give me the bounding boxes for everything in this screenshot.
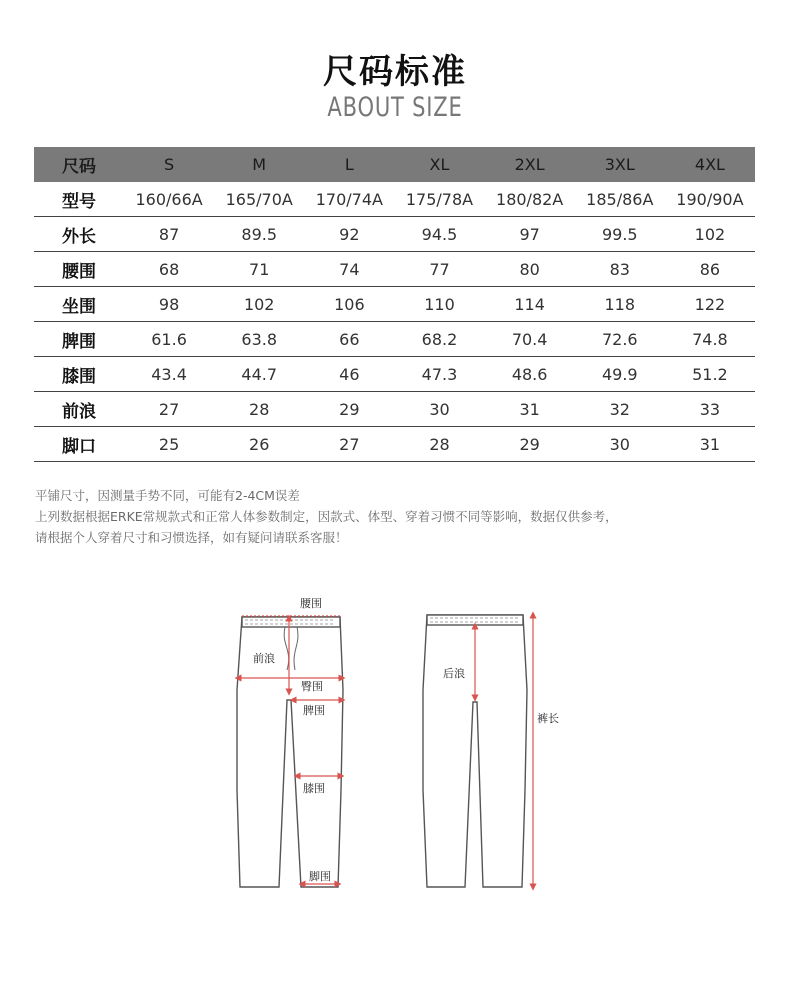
table-cell: 27 bbox=[124, 392, 214, 427]
note-line: 上列数据根据ERKE常规款式和正常人体参数制定，因款式、体型、穿着习惯不同等影响，数据仅供参考， bbox=[35, 509, 618, 524]
label-length: 裤长 bbox=[537, 712, 559, 725]
size-notes bbox=[35, 485, 618, 548]
table-row bbox=[34, 322, 755, 357]
table-row bbox=[34, 392, 755, 427]
table-cell: 77 bbox=[394, 252, 484, 287]
label-back-rise: 后浪 bbox=[443, 667, 465, 680]
table-cell: 71 bbox=[214, 252, 304, 287]
header-cell: 4XL bbox=[665, 147, 755, 182]
table-cell: 63.8 bbox=[214, 322, 304, 357]
size-header-row bbox=[34, 147, 755, 182]
table-row bbox=[34, 427, 755, 462]
label-hem: 脚围 bbox=[309, 870, 331, 883]
header-cell: L bbox=[304, 147, 394, 182]
table-cell: 61.6 bbox=[124, 322, 214, 357]
table-cell: 72.6 bbox=[575, 322, 665, 357]
back-waistband bbox=[427, 615, 523, 625]
table-cell: 110 bbox=[394, 287, 484, 322]
table-cell: 49.9 bbox=[575, 357, 665, 392]
header-cell: 2XL bbox=[485, 147, 575, 182]
table-cell: 29 bbox=[304, 392, 394, 427]
table-cell: 32 bbox=[575, 392, 665, 427]
size-table bbox=[34, 147, 755, 462]
table-cell: 28 bbox=[394, 427, 484, 462]
page-title: 尺码标准 bbox=[323, 52, 467, 92]
table-cell: 48.6 bbox=[485, 357, 575, 392]
label-front-rise: 前浪 bbox=[253, 652, 275, 665]
table-cell: 102 bbox=[214, 287, 304, 322]
header-cell: M bbox=[214, 147, 304, 182]
table-cell: 185/86A bbox=[575, 182, 665, 217]
table-cell: 89.5 bbox=[214, 217, 304, 252]
table-cell: 66 bbox=[304, 322, 394, 357]
table-cell: 92 bbox=[304, 217, 394, 252]
table-cell: 29 bbox=[485, 427, 575, 462]
table-cell: 106 bbox=[304, 287, 394, 322]
row-label: 坐围 bbox=[34, 287, 124, 322]
table-cell: 43.4 bbox=[124, 357, 214, 392]
table-cell: 99.5 bbox=[575, 217, 665, 252]
table-cell: 33 bbox=[665, 392, 755, 427]
row-label: 脾围 bbox=[34, 322, 124, 357]
size-table-body bbox=[34, 182, 755, 462]
table-cell: 97 bbox=[485, 217, 575, 252]
table-cell: 74.8 bbox=[665, 322, 755, 357]
table-cell: 165/70A bbox=[214, 182, 304, 217]
header-cell: 3XL bbox=[575, 147, 665, 182]
table-row bbox=[34, 182, 755, 217]
table-cell: 118 bbox=[575, 287, 665, 322]
table-row bbox=[34, 217, 755, 252]
table-cell: 114 bbox=[485, 287, 575, 322]
table-cell: 86 bbox=[665, 252, 755, 287]
table-cell: 44.7 bbox=[214, 357, 304, 392]
row-label: 膝围 bbox=[34, 357, 124, 392]
table-cell: 190/90A bbox=[665, 182, 755, 217]
note-line: 平铺尺寸，因测量手势不同，可能有2-4CM误差 bbox=[35, 488, 300, 503]
table-cell: 25 bbox=[124, 427, 214, 462]
table-cell: 68.2 bbox=[394, 322, 484, 357]
table-cell: 27 bbox=[304, 427, 394, 462]
table-cell: 68 bbox=[124, 252, 214, 287]
page-subtitle: ABOUT SIZE bbox=[327, 92, 463, 123]
table-cell: 31 bbox=[485, 392, 575, 427]
table-cell: 170/74A bbox=[304, 182, 394, 217]
header-cell: 尺码 bbox=[34, 147, 124, 182]
table-cell: 47.3 bbox=[394, 357, 484, 392]
table-cell: 31 bbox=[665, 427, 755, 462]
front-waistband bbox=[242, 617, 340, 627]
table-cell: 30 bbox=[575, 427, 665, 462]
label-waist: 腰围 bbox=[300, 597, 322, 610]
pants-measurement-diagram bbox=[215, 590, 559, 900]
header-cell: S bbox=[124, 147, 214, 182]
table-cell: 180/82A bbox=[485, 182, 575, 217]
row-label: 前浪 bbox=[34, 392, 124, 427]
table-row bbox=[34, 357, 755, 392]
row-label: 型号 bbox=[34, 182, 124, 217]
table-cell: 102 bbox=[665, 217, 755, 252]
table-cell: 28 bbox=[214, 392, 304, 427]
table-cell: 160/66A bbox=[124, 182, 214, 217]
table-cell: 175/78A bbox=[394, 182, 484, 217]
row-label: 脚口 bbox=[34, 427, 124, 462]
table-cell: 122 bbox=[665, 287, 755, 322]
table-cell: 80 bbox=[485, 252, 575, 287]
header-cell: XL bbox=[394, 147, 484, 182]
table-row bbox=[34, 287, 755, 322]
table-cell: 98 bbox=[124, 287, 214, 322]
table-cell: 94.5 bbox=[394, 217, 484, 252]
table-cell: 51.2 bbox=[665, 357, 755, 392]
label-thigh: 脾围 bbox=[303, 704, 325, 717]
table-cell: 74 bbox=[304, 252, 394, 287]
table-cell: 87 bbox=[124, 217, 214, 252]
note-line: 请根据个人穿着尺寸和习惯选择，如有疑问请联系客服！ bbox=[35, 530, 348, 545]
label-knee: 膝围 bbox=[303, 782, 325, 795]
table-row bbox=[34, 252, 755, 287]
table-cell: 83 bbox=[575, 252, 665, 287]
row-label: 外长 bbox=[34, 217, 124, 252]
table-cell: 30 bbox=[394, 392, 484, 427]
row-label: 腰围 bbox=[34, 252, 124, 287]
table-cell: 46 bbox=[304, 357, 394, 392]
table-cell: 70.4 bbox=[485, 322, 575, 357]
label-hip: 臀围 bbox=[301, 680, 323, 693]
table-cell: 26 bbox=[214, 427, 304, 462]
